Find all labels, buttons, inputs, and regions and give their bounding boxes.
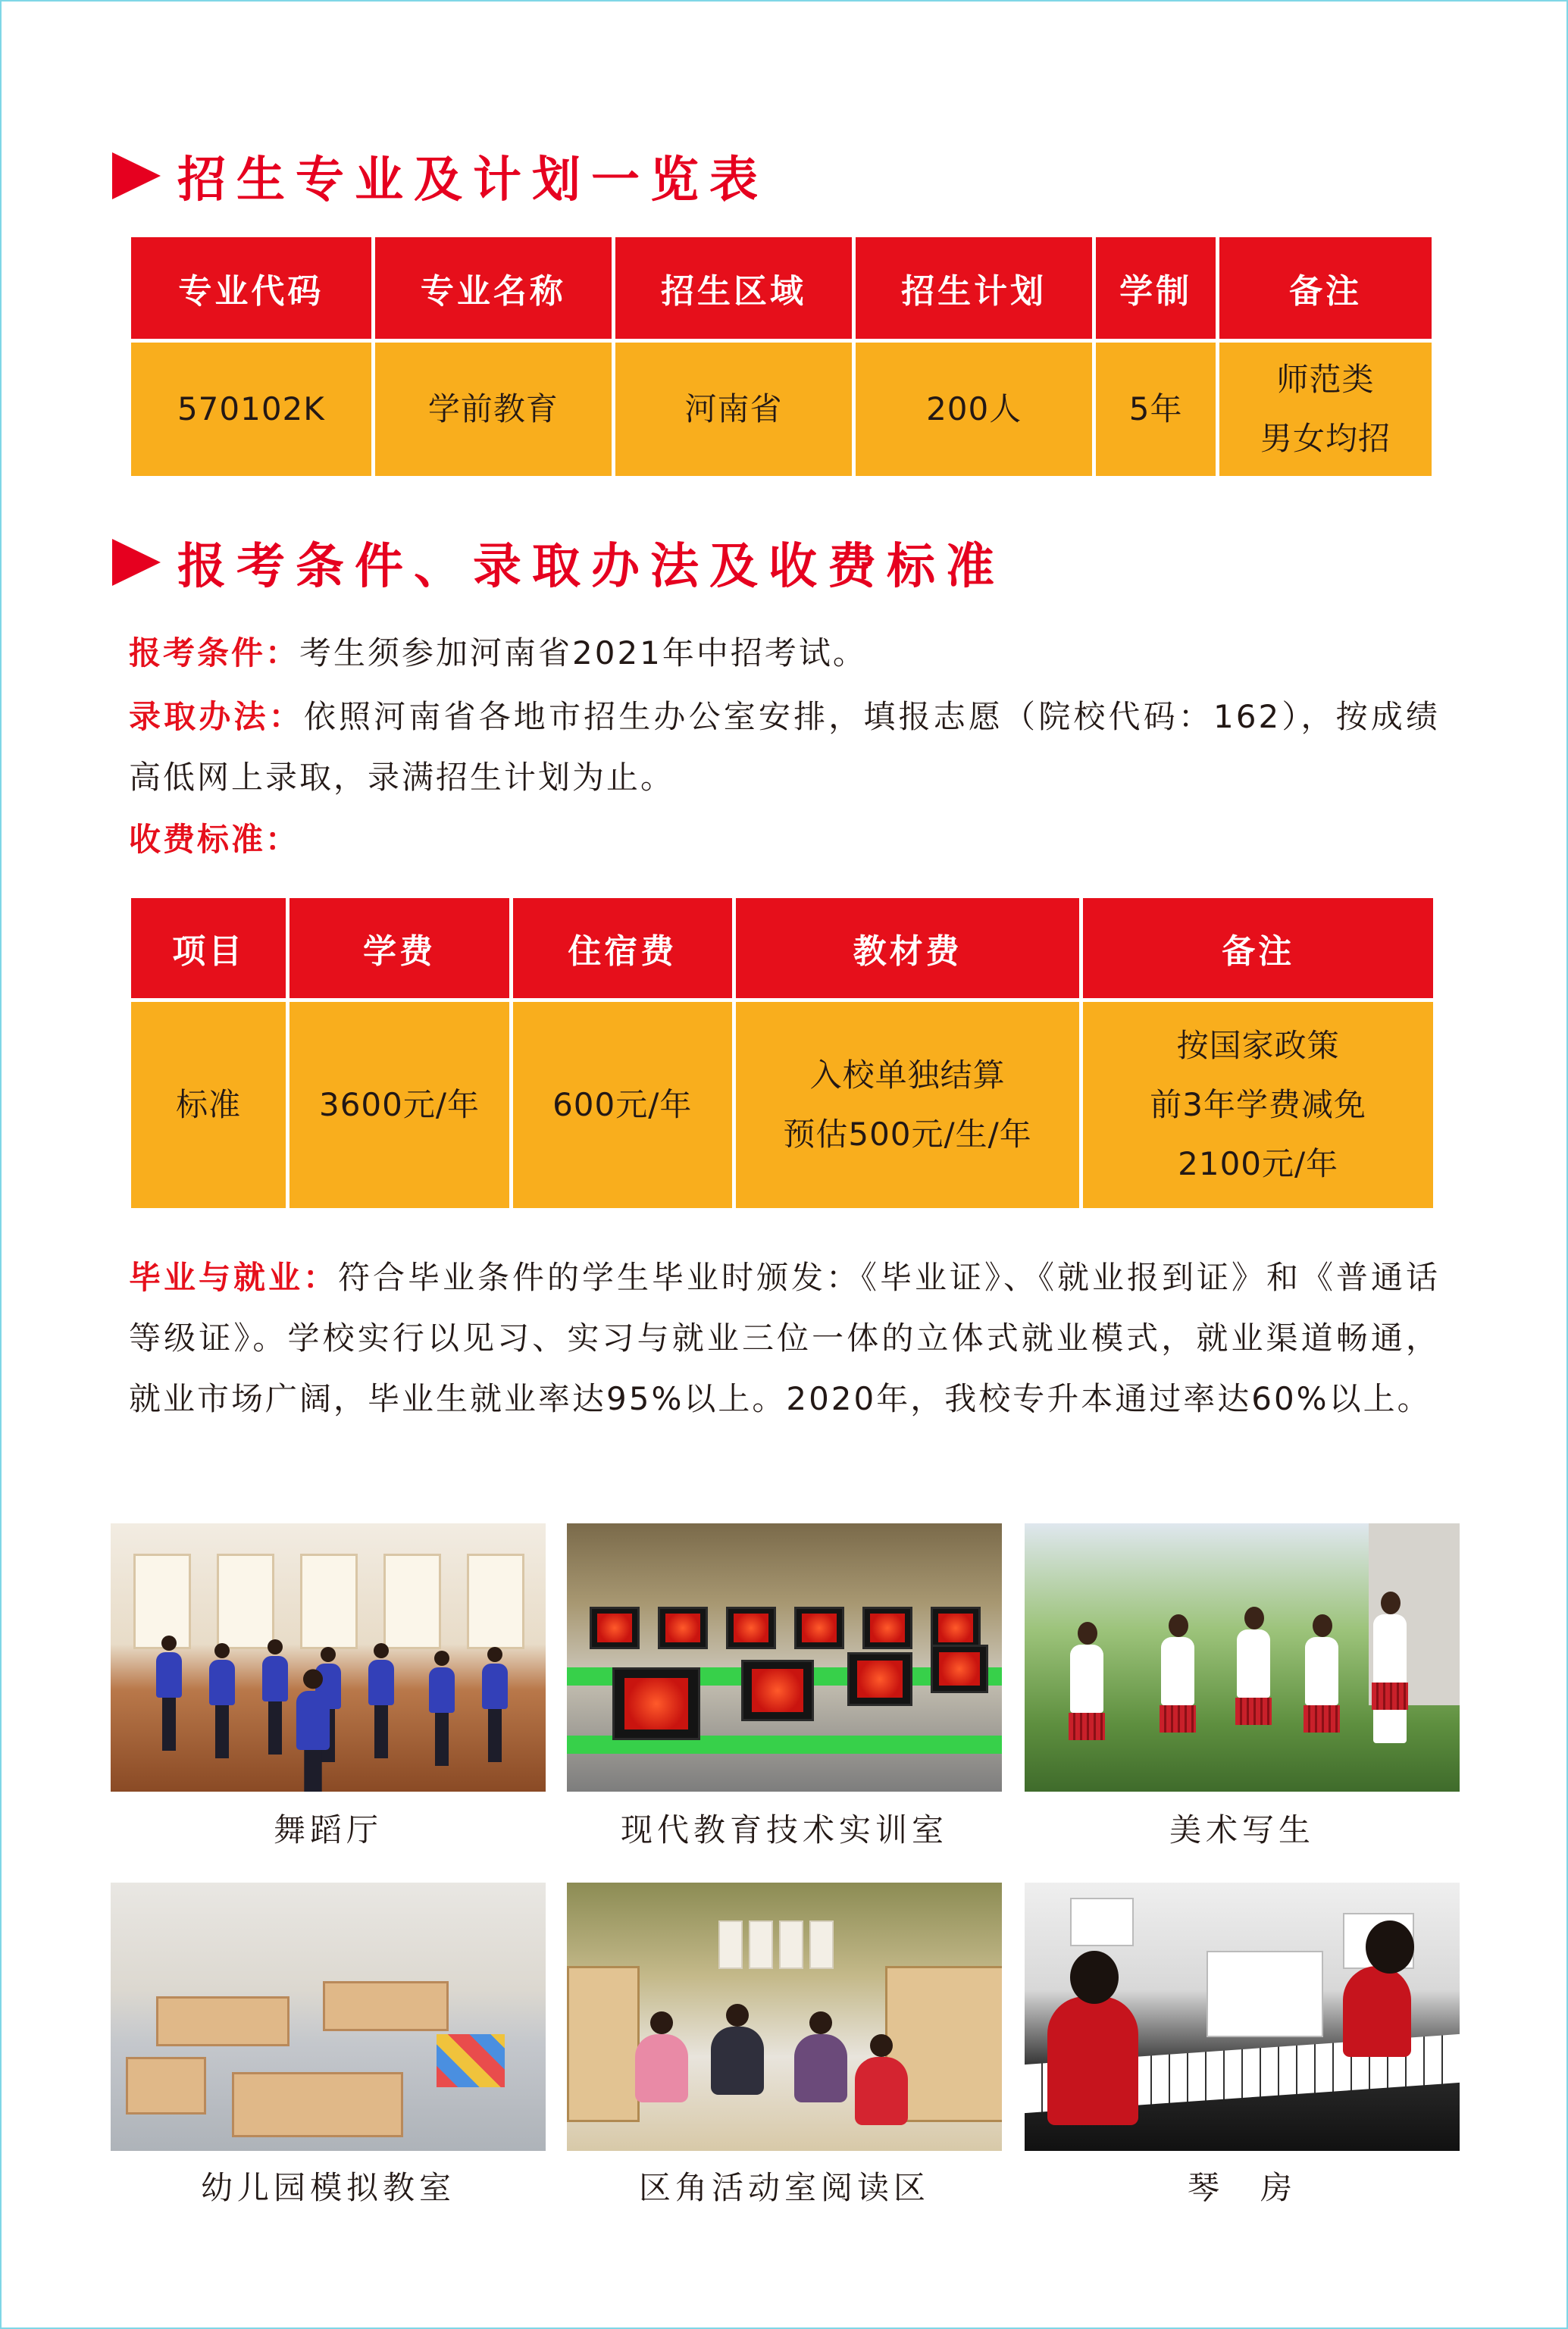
header-cell: 专业代码 [131,237,371,339]
table-header-row [131,237,1432,339]
admit-label: 录取办法： [129,698,304,735]
enrollment-plan-table [127,233,1435,480]
header-cell: 招生计划 [856,237,1092,339]
note-line: 按国家政策 [1176,1027,1340,1064]
note-line: 师范类 [1276,361,1375,398]
photo-caption: 美术写生 [1169,1811,1315,1848]
section-title-text: 招生专业及计划一览表 [177,152,768,208]
header-cell: 学费 [290,898,509,998]
header-cell: 备注 [1219,237,1432,339]
reading-area-photo [567,1883,1002,2151]
admission-method [129,687,1440,808]
admit-text: 依照河南省各地市招生办公室安排，填报志愿（院校代码：162），按成绩高低网上录取，录满招生计划为止。 [129,698,1440,796]
fee-table [127,894,1437,1212]
cell-duration: 5年 [1096,343,1216,476]
books-line: 入校单独结算 [809,1057,1006,1094]
note-line: 男女均招 [1260,420,1391,457]
triangle-arrow-icon [112,539,161,586]
photo-caption: 现代教育技术实训室 [620,1811,948,1848]
section-title-text: 报考条件、录取办法及收费标准 [177,538,1005,595]
dance-hall-photo [111,1523,546,1792]
photo-caption: 琴 房 [1187,2169,1297,2206]
section-title-plan [112,141,768,211]
cell-note [1219,343,1432,476]
employment-text: 符合毕业条件的学生毕业时颁发：《毕业证》、《就业报到证》和《普通话等级证》。学校实行以见习、实习与就业三位一体的立体式就业模式，就业渠道畅通，就业市场广阔，毕业生就业率达95%以上。2020年，我校专升本通过率达60%以上。 [129,1259,1440,1417]
piano-room-photo [1025,1883,1460,2151]
cell-major: 学前教育 [375,343,612,476]
photo-caption: 舞蹈厅 [273,1811,383,1848]
table-header-row [131,898,1433,998]
cell-dorm: 600元/年 [513,1002,732,1208]
header-cell: 备注 [1083,898,1433,998]
cell-code: 570102K [131,343,371,476]
header-cell: 招生区域 [615,237,852,339]
apply-text: 考生须参加河南省2021年中招考试。 [299,634,867,671]
note-line: 2100元/年 [1178,1145,1339,1182]
header-cell: 学制 [1096,237,1216,339]
cell-item: 标准 [131,1002,286,1208]
cell-tuition: 3600元/年 [290,1002,509,1208]
books-line: 预估500元/生/年 [783,1116,1032,1153]
employment-paragraph [129,1247,1440,1429]
apply-label: 报考条件： [129,634,300,671]
fee-label: 收费标准： [129,821,300,858]
cell-plan: 200人 [856,343,1092,476]
photo-caption: 幼儿园模拟教室 [200,2169,455,2206]
table-row [131,1002,1433,1208]
cell-books [736,1002,1080,1208]
table-row [131,343,1432,476]
header-cell: 教材费 [736,898,1080,998]
employment-label: 毕业与就业： [129,1259,338,1296]
apply-conditions [129,623,1440,684]
header-cell: 住宿费 [513,898,732,998]
section-title-conditions [112,527,1005,597]
header-cell: 专业名称 [375,237,612,339]
triangle-arrow-icon [112,152,161,199]
cell-note [1083,1002,1433,1208]
photo-caption: 区角活动室阅读区 [638,2169,930,2206]
header-cell: 项目 [131,898,286,998]
note-line: 前3年学费减免 [1150,1086,1367,1123]
fee-standard [129,809,1440,870]
kindergarten-classroom-photo [111,1883,546,2151]
computer-lab-photo [567,1523,1002,1792]
art-sketching-photo [1025,1523,1460,1792]
cell-region: 河南省 [615,343,852,476]
